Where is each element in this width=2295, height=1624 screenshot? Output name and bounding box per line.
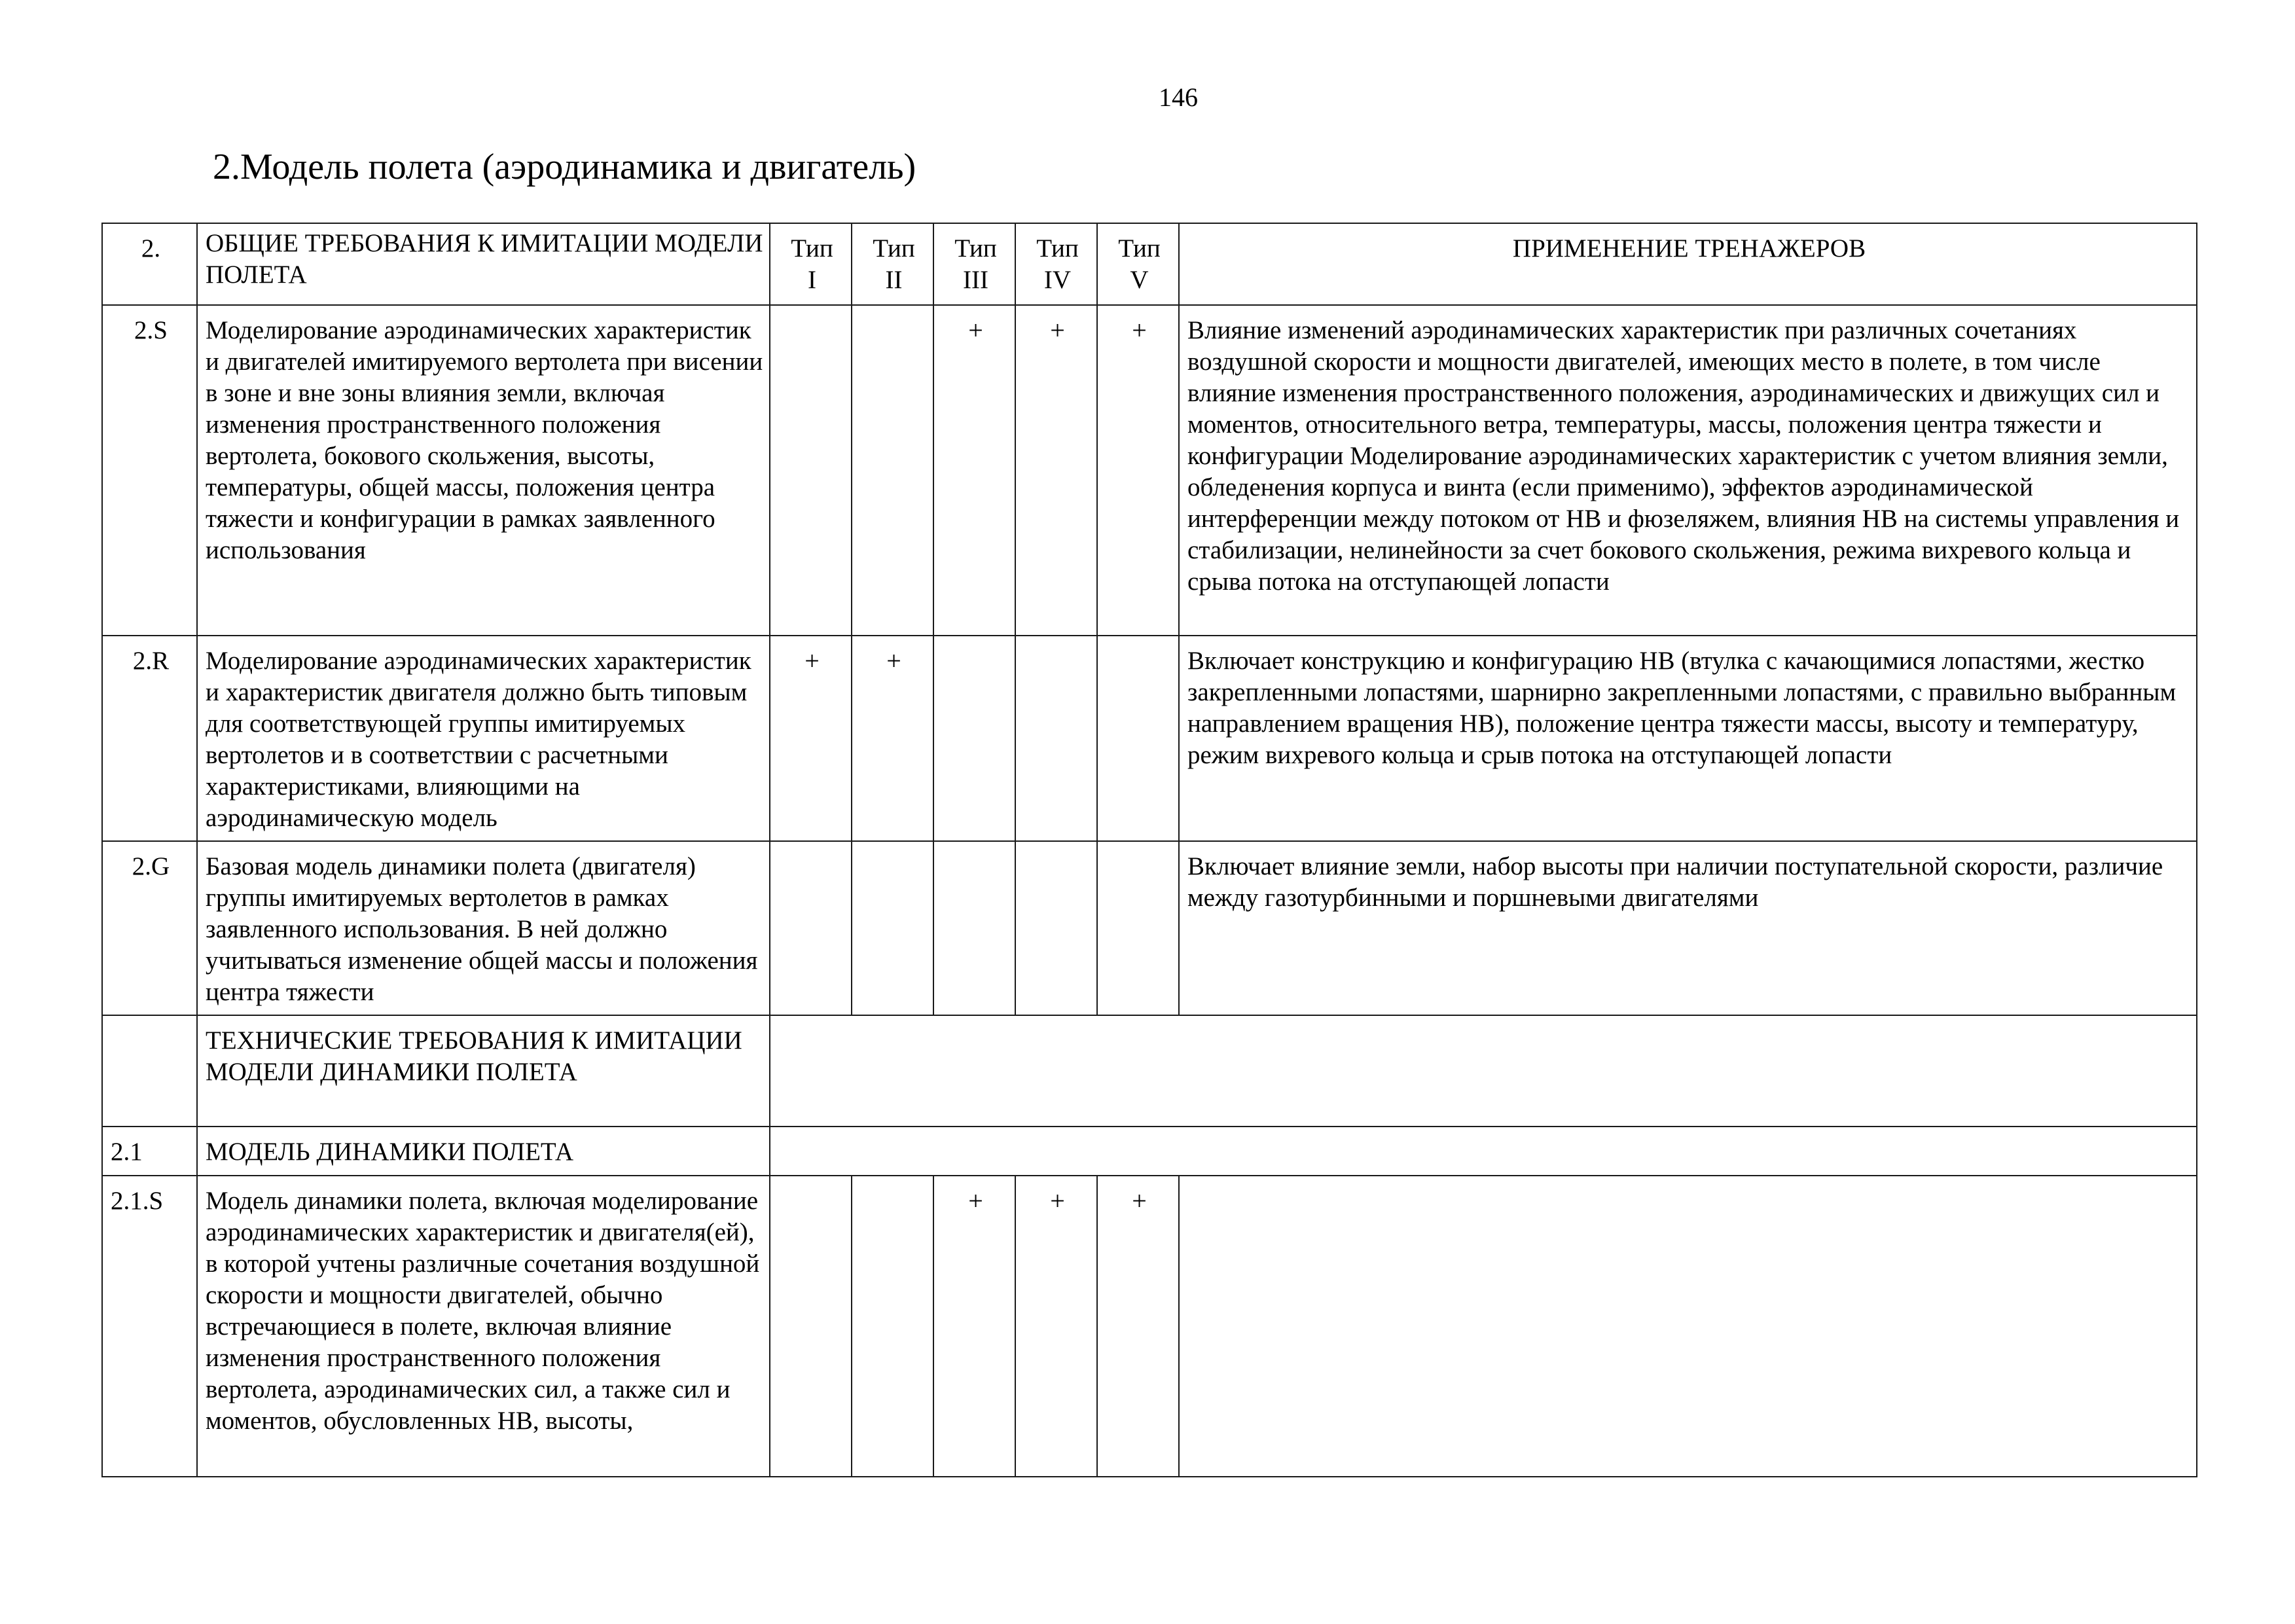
type-mark bbox=[770, 841, 852, 1015]
table-row bbox=[102, 636, 2197, 841]
tech-heading-num-cell bbox=[102, 1015, 197, 1127]
header-requirements-cell bbox=[197, 223, 770, 305]
type-label: Тип bbox=[791, 234, 833, 262]
row-requirement: Моделирование аэродинамических характеристик и характеристик двигателя должно быть типовым для соответствующей группы имитируемых вертолетов и в соответствии с расчетными характеристиками, влияющими на аэродинамическую модель bbox=[197, 636, 770, 841]
header-type-5 bbox=[1097, 223, 1179, 305]
row-requirement: Моделирование аэродинамических характеристик и двигателей имитируемого вертолета при висении в зоне и вне зоны влияния земли, включая изменения пространственного положения вертолета, бокового скольжения, высоты, температуры, общей массы, положения центра тяжести и конфигурации в рамках заявленного использования bbox=[197, 305, 770, 636]
row-application: Включает конструкцию и конфигурацию НВ (втулка с качающимися лопастями, жестко закрепленными лопастями, шарнирно закрепленными лопастями, с правильно выбранным направлением вращения НВ), положение центра тяжести массы, высоту и температуру, режим вихревого кольца и срыв потока на отступающей лопасти bbox=[1179, 636, 2197, 841]
row-number: 2.1.S bbox=[102, 1176, 197, 1477]
type-mark: + bbox=[933, 1176, 1015, 1477]
type-mark bbox=[933, 841, 1015, 1015]
type-mark bbox=[1097, 841, 1179, 1015]
header-num-cell bbox=[102, 223, 197, 305]
table-row bbox=[102, 305, 2197, 636]
row-application: Влияние изменений аэродинамических характеристик при различных сочетаниях воздушной скорости и мощности двигателей, имеющих место в полете, в том числе влияние изменения пространственного положения, аэродинамических и движущих сил и моментов, относительного ветра, температуры, массы, положения центра тяжести и конфигурации Моделирование аэродинамических характеристик с учетом влияния земли, обледенения корпуса и винта (если применимо), эффектов аэродинамической интерференции между потоком от НВ и фюзеляжем, влияния НВ на системы управления и стабилизации, нелинейности за счет бокового скольжения, режима вихревого кольца и срыва потока на отступающей лопасти bbox=[1179, 305, 2197, 636]
page-number: 146 bbox=[1159, 82, 1198, 112]
row-requirement: Модель динамики полета, включая моделирование аэродинамических характеристик и двигателя(ей), в которой учтены различные сочетания воздушной скорости и мощности двигателей, обычно встречающиеся в полете, включая влияние изменения пространственного положения вертолета, аэродинамических сил, а также сил и моментов, обусловленных НВ, высоты, bbox=[197, 1176, 770, 1477]
type-mark bbox=[852, 841, 933, 1015]
type-mark: + bbox=[852, 636, 933, 841]
type-mark bbox=[852, 305, 933, 636]
row-number: 2.S bbox=[102, 305, 197, 636]
header-type-4 bbox=[1015, 223, 1097, 305]
type-mark: + bbox=[1097, 305, 1179, 636]
type-label: Тип bbox=[954, 234, 997, 262]
type-mark: + bbox=[770, 636, 852, 841]
type-label: Тип bbox=[1036, 234, 1079, 262]
tech-heading: ТЕХНИЧЕСКИЕ ТРЕБОВАНИЯ К ИМИТАЦИИ МОДЕЛИ ДИНАМИКИ ПОЛЕТА bbox=[197, 1015, 770, 1127]
type-label: Тип bbox=[873, 234, 915, 262]
row-requirement: Базовая модель динамики полета (двигателя) группы имитируемых вертолетов в рамках заявленного использования. В ней должно учитываться изменение общей массы и положения центра тяжести bbox=[197, 841, 770, 1015]
type-mark bbox=[770, 305, 852, 636]
type-mark bbox=[1097, 636, 1179, 841]
type-label: Тип bbox=[1118, 234, 1161, 262]
row-application: Включает влияние земли, набор высоты при наличии поступательной скорости, различие между газотурбинными и поршневыми двигателями bbox=[1179, 841, 2197, 1015]
type-numeral: II bbox=[885, 266, 903, 294]
type-numeral: V bbox=[1130, 266, 1149, 294]
requirements-table bbox=[101, 223, 2197, 1477]
type-mark bbox=[770, 1176, 852, 1477]
header-type-2 bbox=[852, 223, 933, 305]
header-num: 2. bbox=[141, 234, 161, 262]
table-row bbox=[102, 1176, 2197, 1477]
type-mark bbox=[1015, 841, 1097, 1015]
subsection-empty-cell bbox=[770, 1127, 2197, 1176]
subsection-row bbox=[102, 1127, 2197, 1176]
type-numeral: IV bbox=[1043, 266, 1072, 294]
type-mark: + bbox=[1015, 305, 1097, 636]
header-type-1 bbox=[770, 223, 852, 305]
type-mark: + bbox=[1015, 1176, 1097, 1477]
header-application: ПРИМЕНЕНИЕ ТРЕНАЖЕРОВ bbox=[1512, 234, 1866, 262]
subsection-number: 2.1 bbox=[102, 1127, 197, 1176]
type-numeral: III bbox=[963, 266, 988, 294]
table-row bbox=[102, 841, 2197, 1015]
header-application-cell bbox=[1179, 223, 2197, 305]
table-header-row bbox=[102, 223, 2197, 305]
tech-heading-empty-cell bbox=[770, 1015, 2197, 1127]
header-type-3 bbox=[933, 223, 1015, 305]
row-number: 2.R bbox=[102, 636, 197, 841]
subsection-title: МОДЕЛЬ ДИНАМИКИ ПОЛЕТА bbox=[197, 1127, 770, 1176]
type-mark bbox=[1015, 636, 1097, 841]
type-numeral: I bbox=[808, 266, 816, 294]
type-mark bbox=[933, 636, 1015, 841]
type-mark: + bbox=[933, 305, 1015, 636]
type-mark bbox=[852, 1176, 933, 1477]
section-title: 2.Модель полета (аэродинамика и двигатель) bbox=[213, 147, 916, 187]
type-mark: + bbox=[1097, 1176, 1179, 1477]
tech-heading-row bbox=[102, 1015, 2197, 1127]
row-application bbox=[1179, 1176, 2197, 1477]
header-requirements: ОБЩИЕ ТРЕБОВАНИЯ К ИМИТАЦИИ МОДЕЛИ ПОЛЕТА bbox=[206, 229, 763, 289]
row-number: 2.G bbox=[102, 841, 197, 1015]
